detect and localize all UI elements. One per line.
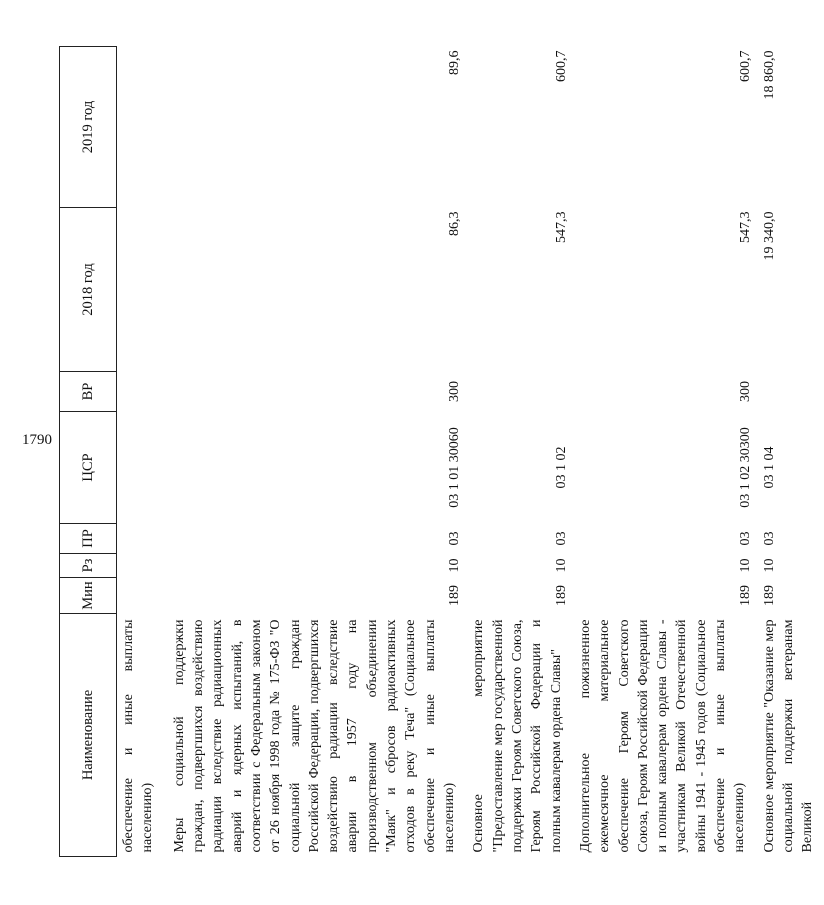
- row-2018: 19 340,0: [761, 211, 777, 261]
- row-vr: [465, 372, 572, 412]
- row-min: [117, 578, 166, 614]
- row-csr: 03 1 02 30300: [737, 427, 753, 508]
- row-csr: 03 1 02: [553, 446, 569, 489]
- row-2018: 86,3: [447, 211, 463, 236]
- table-row: [166, 47, 466, 857]
- header-2018: 2018 год: [60, 208, 117, 372]
- row-vr: [117, 372, 166, 412]
- budget-table: [59, 46, 824, 857]
- row-name: Меры социальной поддержки граждан, подвергшихся воздействию радиации вследствие радиационных аварий и ядерных испытаний, в соответствии с Федеральным законом от 26 ноября 1998 года № 175-ФЗ "О социальной защите граждан Российской Федерации, подвергшихся воздействию радиации вследствие аварии в 1957 году на производственном объединении "Маяк" и сбросов радиоактивных отходов в реку Теча" (Социальное обеспечение и иные выплаты населению): [171, 619, 457, 853]
- row-name: Дополнительное пожизненное ежемесячное материальное обеспечение Героям Советского Союза, Героям Российской Федерации и полным кавалерам ордена Славы - участникам Великой Отечественной войны 1941 - 1945 годов (Социальное обеспечение и иные выплаты населению): [577, 619, 748, 853]
- rotated-page-content: [59, 47, 816, 857]
- row-min: 189: [447, 585, 463, 606]
- row-name: обеспечение и иные выплаты населению): [121, 619, 156, 853]
- row-2019: 18 860,0: [761, 50, 777, 100]
- row-csr: [117, 412, 166, 524]
- row-2018: [117, 208, 166, 372]
- header-min: Мин: [60, 578, 117, 614]
- table-header-row: [60, 47, 117, 857]
- header-name: Наименование: [60, 614, 117, 857]
- row-pr: [117, 524, 166, 554]
- row-vr: [756, 372, 824, 412]
- header-rz: Рз: [60, 554, 117, 578]
- row-rz: [117, 554, 166, 578]
- header-vr: ВР: [60, 372, 117, 412]
- row-2018: 547,3: [553, 211, 569, 243]
- header-2019: 2019 год: [60, 47, 117, 208]
- header-pr: ПР: [60, 524, 117, 554]
- row-name: Основное мероприятие "Оказание мер социальной поддержки ветеранам Великой: [761, 619, 816, 853]
- row-pr: 03: [553, 531, 569, 546]
- row-pr: 03: [737, 531, 753, 546]
- row-pr: 03: [761, 531, 777, 546]
- row-min: 189: [737, 585, 753, 606]
- row-rz: 10: [761, 558, 777, 573]
- row-rz: 10: [737, 558, 753, 573]
- row-2018: 547,3: [737, 211, 753, 243]
- row-rz: 10: [447, 558, 463, 573]
- table-row: [572, 47, 756, 857]
- page-number: 1790: [22, 432, 52, 448]
- row-vr: 300: [737, 381, 753, 402]
- row-2019: [117, 47, 166, 208]
- header-csr: ЦСР: [60, 412, 117, 524]
- row-name: Основное мероприятие "Предоставление мер государственной поддержки Героям Советского Союза, Героям Российской Федерации и полным кавалерам ордена Славы": [471, 619, 564, 853]
- row-min: 189: [553, 585, 569, 606]
- row-min: 189: [761, 585, 777, 606]
- table-row: [465, 47, 572, 857]
- row-2019: 600,7: [737, 50, 753, 82]
- row-vr: 300: [447, 381, 463, 402]
- row-2019: 600,7: [553, 50, 569, 82]
- table-row: [117, 47, 166, 857]
- table-row: [756, 47, 824, 857]
- row-csr: 03 1 01 30060: [447, 427, 463, 508]
- row-2019: 89,6: [447, 50, 463, 75]
- row-csr: 03 1 04: [761, 446, 777, 489]
- row-rz: 10: [553, 558, 569, 573]
- row-pr: 03: [447, 531, 463, 546]
